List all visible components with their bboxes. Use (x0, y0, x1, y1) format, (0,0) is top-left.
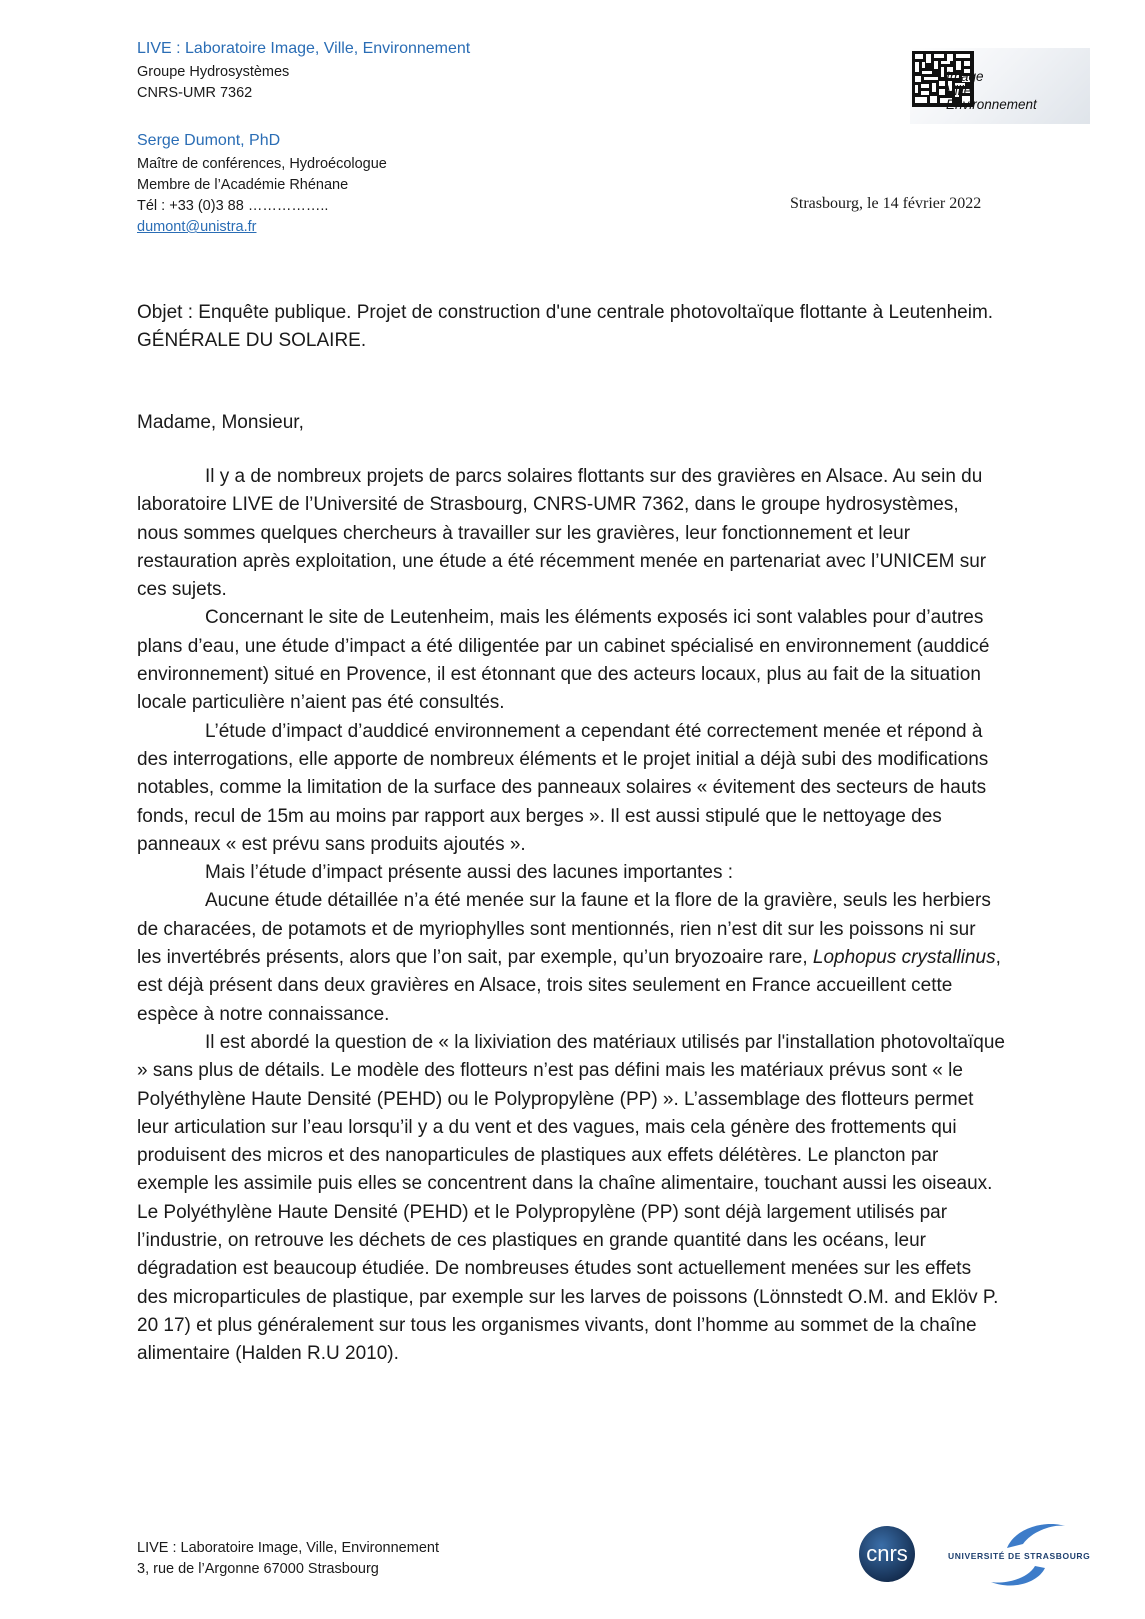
letter-salutation: Madame, Monsieur, (137, 412, 304, 433)
paragraph-5-after: , est déjà présent dans deux gravières en Alsace, trois sites seulement en France accueillent cette espèce à notre connaissance. (137, 947, 1001, 1025)
footer-lab-name: LIVE : Laboratoire Image, Ville, Environnement (137, 1540, 439, 1556)
logo-line3: Environnement (946, 97, 1037, 112)
header-unit: CNRS-UMR 7362 (137, 85, 253, 101)
paragraph-5 (137, 887, 1005, 1028)
header-lab-name: LIVE : Laboratoire Image, Ville, Environnement (137, 40, 471, 57)
letter-date: Strasbourg, le 14 février 2022 (790, 195, 982, 212)
paragraph-6: Il est abordé la question de « la lixiviation des matériaux utilisés par l'installation photovoltaïque » sans plus de détails. Le modèle des flotteurs n’est pas défini mais les matériaux prévus sont « le Polyéthylène Haute Densité (PEHD) ou le Polypropylène (PP) ». L’assemblage des flotteurs permet leur articulation sur l’eau lorsqu’il y a du vent et des vagues, mais cela génère des frottements qui produisent des micros et des nanoparticules de plastiques aux effets délétères. Le plancton par exemple les assimile puis elles se concentrent dans la chaîne alimentaire, touchant aussi les oiseaux. Le Polyéthylène Haute Densité (PEHD) et le Polypropylène (PP) sont déjà largement utilisés par l’industrie, on retrouve les déchets de ces plastiques en grande quantité dans les océans, leur dégradation est beaucoup étudiée. De nombreuses études sont actuellement menées sur les effets des microparticules de plastique, par exemple sur les larves de poissons (Lönnstedt O.M. and Eklöv P. 20 17) et plus généralement sur tous les organismes vivants, dont l’homme au sommet de la chaîne alimentaire (Halden R.U 2010). (137, 1031, 1005, 1365)
paragraph-2: Concernant le site de Leutenheim, mais les éléments exposés ici sont valables pour d’autres plans d’eau, une étude d’impact a été diligentée par un cabinet spécialisé en environnement (auddicé environnement) situé en Provence, il est étonnant que des acteurs locaux, plus au fait de la situation locale particulière n’aient pas été consultés. (137, 607, 990, 714)
logo-line2: Ville (946, 83, 972, 98)
species-name: Lophopus crystallinus (812, 947, 996, 969)
footer-address: 3, rue de l’Argonne 67000 Strasbourg (137, 1561, 379, 1577)
paragraph-1: Il y a de nombreux projets de parcs solaires flottants sur des gravières en Alsace. Au sein du laboratoire LIVE de l’Université de Strasbourg, CNRS-UMR 7362, dans le groupe hydrosystèmes, nous sommes quelques chercheurs à travailler sur les gravières, leur fonctionnement et leur restauration après exploitation, une étude a été récemment menée en partenariat avec l’UNICEM sur ces sujets. (137, 466, 987, 601)
unistra-logo-text: UNIVERSITÉ DE STRASBOURG (948, 1551, 1091, 1561)
letter-body (137, 463, 1005, 1369)
cnrs-logo-text: cnrs (866, 1541, 908, 1566)
logo-line1: Image (946, 69, 984, 84)
author-membership: Membre de l’Académie Rhénane (137, 177, 349, 193)
cnrs-logo (858, 1525, 916, 1583)
author-email-link[interactable]: dumont@unistra.fr (137, 219, 257, 235)
author-phone: Tél : +33 (0)3 88 …………….. (137, 198, 329, 214)
unistra-swoosh-icon (945, 1518, 1105, 1593)
author-role: Maître de conférences, Hydroécologue (137, 156, 387, 172)
paragraph-3: L’étude d’impact d’auddicé environnement a cependant été correctement menée et répond à des interrogations, elle apporte de nombreux éléments et le projet initial a déjà subi des modifications notables, comme la limitation de la surface des panneaux solaires « évitement des secteurs de hauts fonds, recul de 15m au moins par rapport aux berges ». Il est aussi stipulé que le nettoyage des panneaux « est prévu sans produits ajoutés ». (137, 720, 989, 855)
paragraph-5-before: Aucune étude détaillée n’a été menée sur la faune et la flore de la gravière, seuls les herbiers de characées, de potamots et de myriophylles sont mentionnés, rien n’est dit sur les poissons ni sur les invertébrés présents, alors que l’on sait, par exemple, qu’un bryozoaire rare, (137, 890, 991, 969)
header-group: Groupe Hydrosystèmes (137, 64, 290, 80)
unistra-logo (945, 1518, 1105, 1593)
paragraph-4: Mais l’étude d’impact présente aussi des lacunes importantes : (205, 862, 734, 884)
cnrs-logo-icon (858, 1525, 916, 1583)
live-logo (910, 48, 1090, 124)
letter-subject: Objet : Enquête publique. Projet de construction d'une centrale photovoltaïque flottante à Leutenheim. GÉNÉRALE DU SOLAIRE. (137, 302, 994, 352)
footer-address-block (137, 1538, 439, 1580)
author-name: Serge Dumont, PhD (137, 132, 281, 149)
